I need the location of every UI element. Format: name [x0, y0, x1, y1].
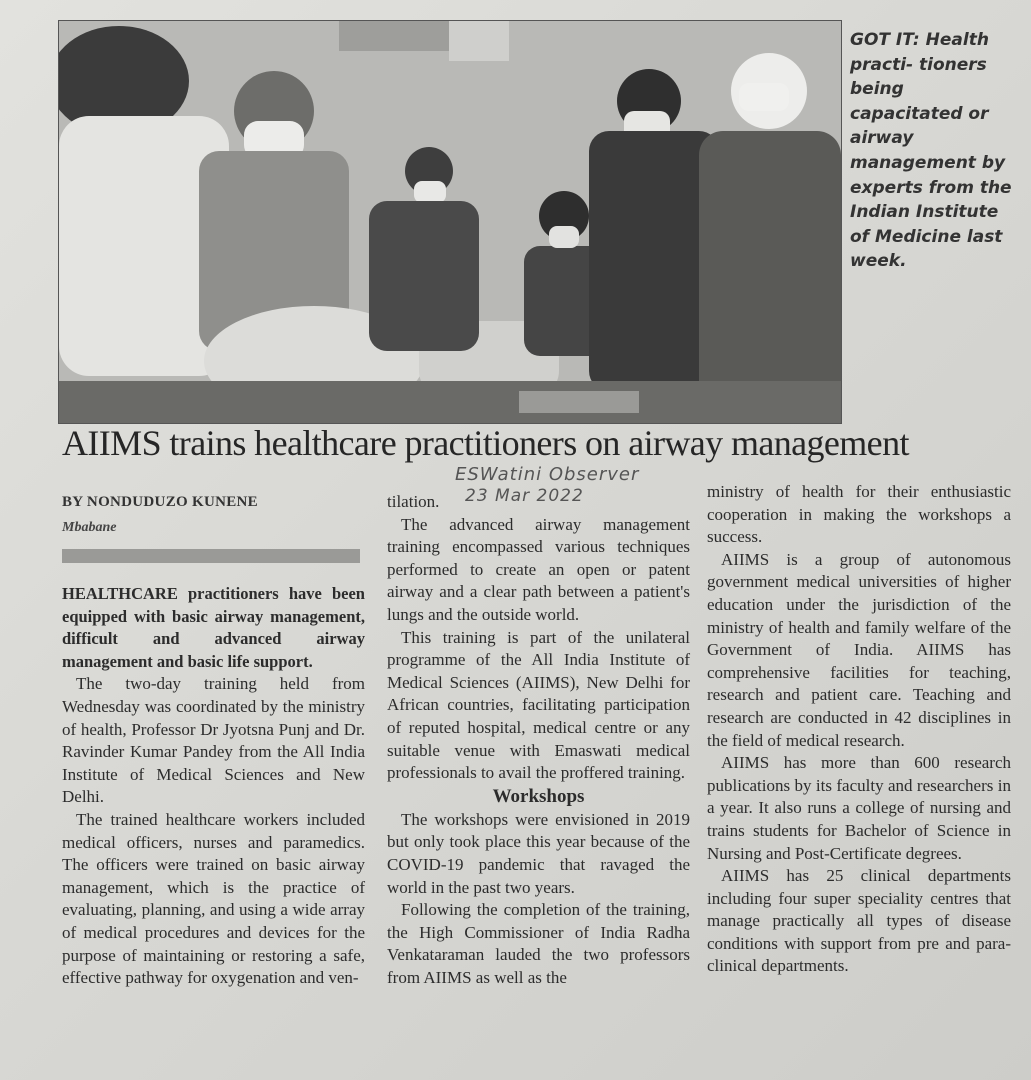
- article-column-3: [707, 481, 1011, 978]
- photo-caption: [850, 28, 1020, 274]
- article-headline: AIIMS trains healthcare practitioners on airway management: [62, 423, 909, 463]
- article-paragraph: Following the completion of the training, the High Commissioner of India Radha Venkataraman lauded the two professors from AIIMS as well as the: [387, 900, 690, 987]
- byline-divider: [62, 549, 360, 563]
- handwritten-date: 23 Mar 2022: [465, 486, 584, 506]
- article-paragraph: The trained healthcare workers included medical officers, nurses and paramedics. The officers were trained on basic airway management, which is the practice of evaluating, planning, and using a wide array of medical procedures and devices for the purpose of maintaining or restoring a safe, effective pathway for oxygenation and ven-: [62, 809, 365, 988]
- article-paragraph: The two-day training held from Wednesday was coordinated by the ministry of health, Professor Dr Jyotsna Punj and Dr. Ravinder Kumar Pandey from the All India Institute of Medical Sciences and New Delhi.: [62, 674, 365, 807]
- dateline: Mbabane: [62, 520, 117, 535]
- article-paragraph: The advanced airway management training encompassed various techniques performed to create an open or patent airway and a clear path between a patient's lungs and the outside world.: [387, 514, 690, 624]
- news-photo: [58, 20, 842, 424]
- article-paragraph: tilation.: [387, 492, 440, 511]
- article-paragraph: The workshops were envisioned in 2019 but only took place this year because of the COVID-19 pandemic that ravaged the world in the past two years.: [387, 809, 690, 897]
- caption-label: GOT IT:: [850, 30, 920, 50]
- article-paragraph: AIIMS has more than 600 research publications by its faculty and researchers in a year. It also runs a college of nursing and trains students for Bachelor of Science in Nursing and Post-Certificate degrees.: [707, 753, 1011, 863]
- article-lead: HEALTHCARE practitioners have been equipped with basic airway management, difficult and advanced airway management and basic life support.: [62, 584, 365, 671]
- article-column-1: [62, 583, 365, 990]
- handwritten-source: ESWatini Observer: [455, 464, 640, 485]
- article-paragraph: This training is part of the unilateral programme of the All India Institute of Medical Sciences (AIIMS), New Delhi for African countries, facilitating participation of reputed hospital, medical centre or any suitable venue with Emaswati medical professionals to avail the proffered training.: [387, 627, 690, 783]
- section-subhead: Workshops: [492, 785, 585, 807]
- caption-text: Health practi- tioners being capacitated or airway management by experts from the Indian Institute of Medicine last week.: [850, 30, 1012, 272]
- article-paragraph: AIIMS is a group of autonomous government medical universities of higher education under the jurisdiction of the ministry of health and family welfare of the Government of India. AIIMS has comprehensive facilities for teaching, research and patient care. Teaching and research are conducted in 42 disciplines in the field of medical research.: [707, 549, 1011, 750]
- article-paragraph: AIIMS has 25 clinical departments including four super speciality centres that manage practically all types of disease conditions with support from pre and para-clinical departments.: [707, 866, 1011, 976]
- photo-of-trainees-icon: [59, 21, 841, 423]
- article-paragraph: ministry of health for their enthusiastic cooperation in making the workshops a success.: [707, 482, 1011, 547]
- byline: BY NONDUDUZO KUNENE: [62, 494, 258, 510]
- article-column-2: [387, 491, 690, 989]
